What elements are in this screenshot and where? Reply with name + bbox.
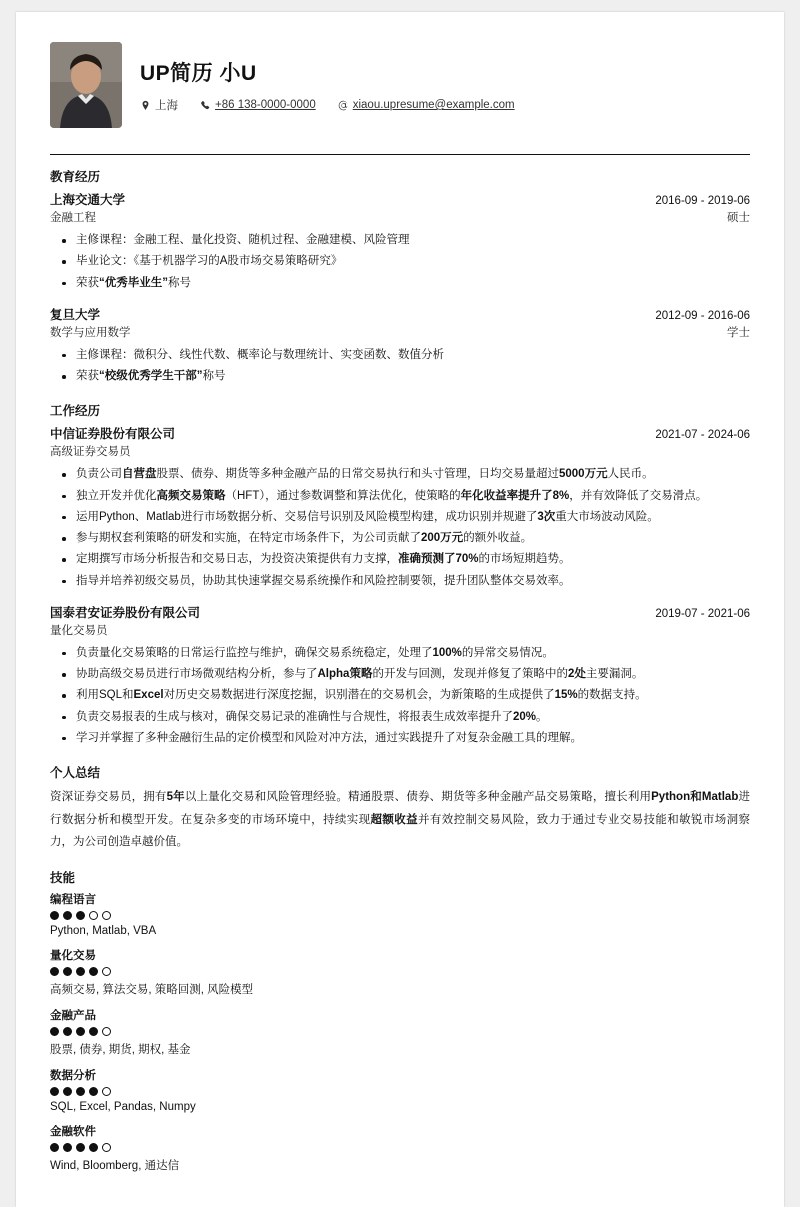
location-pin-icon [140,100,151,111]
skill-name: 金融软件 [50,1125,96,1138]
level-dot-filled [50,967,59,976]
section-skills [50,868,750,1173]
section-title-summary: 个人总结 [50,766,101,781]
list-item: 参与期权套利策略的研发和实施，在特定市场条件下，为公司贡献了200万元的额外收益。 [50,528,750,549]
company-date: 2019-07 - 2021-06 [655,607,750,620]
phone-icon [200,100,211,111]
level-dot-filled [76,1143,85,1152]
section-summary [50,763,750,853]
location-text: 上海 [155,100,178,112]
school-date: 2016-09 - 2019-06 [655,195,750,207]
level-dot-filled [50,1027,59,1036]
phone-link[interactable]: +86 138-0000-0000 [215,99,316,111]
list-item: 荣获“优秀毕业生”称号 [50,273,750,294]
school-degree: 学士 [727,326,750,339]
education-entry [50,190,750,294]
school-date: 2012-09 - 2016-06 [655,309,750,322]
list-item: 负责交易报表的生成与核对，确保交易记录的准确性与合规性，将报表生成效率提升了20%。 [50,707,750,728]
skill-items: Wind, Bloomberg, 通达信 [50,1159,180,1172]
section-work [50,401,750,749]
skill-level-dots [50,1027,750,1036]
section-education [50,167,750,387]
school-degree: 硕士 [727,212,750,224]
list-item: 负责公司自营盘股票、债券、期货等多种金融产品的日常交易执行和头寸管理，日均交易量超过5000万元人民币。 [50,464,750,485]
level-dot-empty [102,911,111,920]
skill-items: 高频交易, 算法交易, 策略回测, 风险模型 [50,983,254,996]
job-title: 量化交易员 [50,624,108,637]
identity-block [140,57,750,113]
list-item: 指导并培养初级交易员，协助其快速掌握交易系统操作和风险控制要领，提升团队整体交易效率。 [50,571,750,592]
level-dot-filled [76,1087,85,1096]
email-link[interactable]: xiaou.upresume@example.com [352,99,515,111]
list-item: 荣获“校级优秀学生干部”称号 [50,366,750,387]
skill-name: 编程语言 [50,893,96,906]
work-entry [50,424,750,592]
school-major: 金融工程 [50,212,96,224]
location-item [140,97,178,113]
skill-items: Python, Matlab, VBA [50,924,157,937]
resume-page [16,12,784,1207]
at-sign-icon [338,100,349,111]
skill-block [50,947,750,997]
level-dot-empty [89,911,98,920]
list-item: 运用Python、Matlab进行市场数据分析、交易信号识别及风险模型构建，成功识别并规避了3次重大市场波动风险。 [50,507,750,528]
list-item: 负责量化交易策略的日常运行监控与维护，确保交易系统稳定，处理了100%的异常交易情况。 [50,643,750,664]
skill-level-dots [50,1087,750,1096]
skill-items: SQL, Excel, Pandas, Numpy [50,1100,196,1113]
level-dot-filled [63,1027,72,1036]
education-bullets [50,345,750,388]
list-item: 定期撰写市场分析报告和交易日志，为投资决策提供有力支撑，准确预测了70%的市场短期趋势。 [50,549,750,570]
education-entry [50,305,750,388]
skill-block [50,1123,750,1173]
level-dot-filled [76,967,85,976]
list-item: 独立开发并优化高频交易策略（HFT），通过参数调整和算法优化，使策略的年化收益率提升了8%，并有效降低了交易滑点。 [50,486,750,507]
list-item: 主修课程：金融工程、量化投资、随机过程、金融建模、风险管理 [50,230,750,251]
skill-block [50,891,750,937]
job-title: 高级证券交易员 [50,446,131,459]
page-title: UP简历 小U [140,62,257,85]
header-divider [50,154,750,155]
level-dot-filled [63,1143,72,1152]
work-bullets [50,643,750,749]
level-dot-filled [89,1087,98,1096]
level-dot-filled [63,967,72,976]
company-name: 中信证券股份有限公司 [50,427,176,442]
skill-name: 量化交易 [50,949,96,962]
level-dot-filled [63,1087,72,1096]
section-title-education: 教育经历 [50,170,101,184]
skill-level-dots [50,967,750,976]
list-item: 协助高级交易员进行市场微观结构分析，参与了Alpha策略的开发与回测，发现并修复了策略中的2处主要漏洞。 [50,664,750,685]
resume-header [50,42,750,154]
level-dot-filled [89,1143,98,1152]
list-item: 利用SQL和Excel对历史交易数据进行深度挖掘，识别潜在的交易机会，为新策略的生成提供了15%的数据支持。 [50,685,750,706]
level-dot-filled [50,1143,59,1152]
level-dot-filled [89,1027,98,1036]
skill-name: 数据分析 [50,1069,96,1082]
level-dot-filled [50,1087,59,1096]
skill-block [50,1007,750,1057]
level-dot-empty [102,1027,111,1036]
skill-level-dots [50,1143,750,1152]
level-dot-filled [89,967,98,976]
work-entry [50,603,750,749]
school-name: 复旦大学 [50,307,101,322]
company-name: 国泰君安证券股份有限公司 [50,605,201,620]
skill-items: 股票, 债券, 期货, 期权, 基金 [50,1043,191,1056]
skill-name: 金融产品 [50,1009,96,1022]
level-dot-filled [63,911,72,920]
skill-block [50,1067,750,1113]
list-item: 毕业论文：《基于机器学习的A股市场交易策略研究》 [50,251,750,272]
avatar [50,42,122,128]
level-dot-filled [76,1027,85,1036]
level-dot-empty [102,1143,111,1152]
email-item [338,99,515,111]
level-dot-filled [76,911,85,920]
list-item: 主修课程：微积分、线性代数、概率论与数理统计、实变函数、数值分析 [50,345,750,366]
section-title-work: 工作经历 [50,404,101,419]
work-bullets [50,464,750,592]
list-item: 学习并掌握了多种金融衍生品的定价模型和风险对冲方法，通过实践提升了对复杂金融工具的理解。 [50,728,750,749]
school-name: 上海交通大学 [50,193,126,207]
level-dot-filled [50,911,59,920]
education-bullets [50,230,750,294]
company-date: 2021-07 - 2024-06 [655,429,750,442]
skill-level-dots [50,911,750,920]
level-dot-empty [102,967,111,976]
contact-row [140,97,750,113]
level-dot-empty [102,1087,111,1096]
summary-text: 资深证券交易员，拥有5年以上量化交易和风险管理经验。精通股票、债券、期货等多种金融产品交易策略，擅长利用Python和Matlab进行数据分析和模型开发。在复杂多变的市场环境中，持续实现超额收益并有效控制交易风险，致力于通过专业交易技能和敏锐市场洞察力，为公司创造卓越价值。 [50,791,751,849]
phone-item [200,99,316,111]
section-title-skills: 技能 [50,870,76,885]
school-major: 数学与应用数学 [50,326,131,339]
